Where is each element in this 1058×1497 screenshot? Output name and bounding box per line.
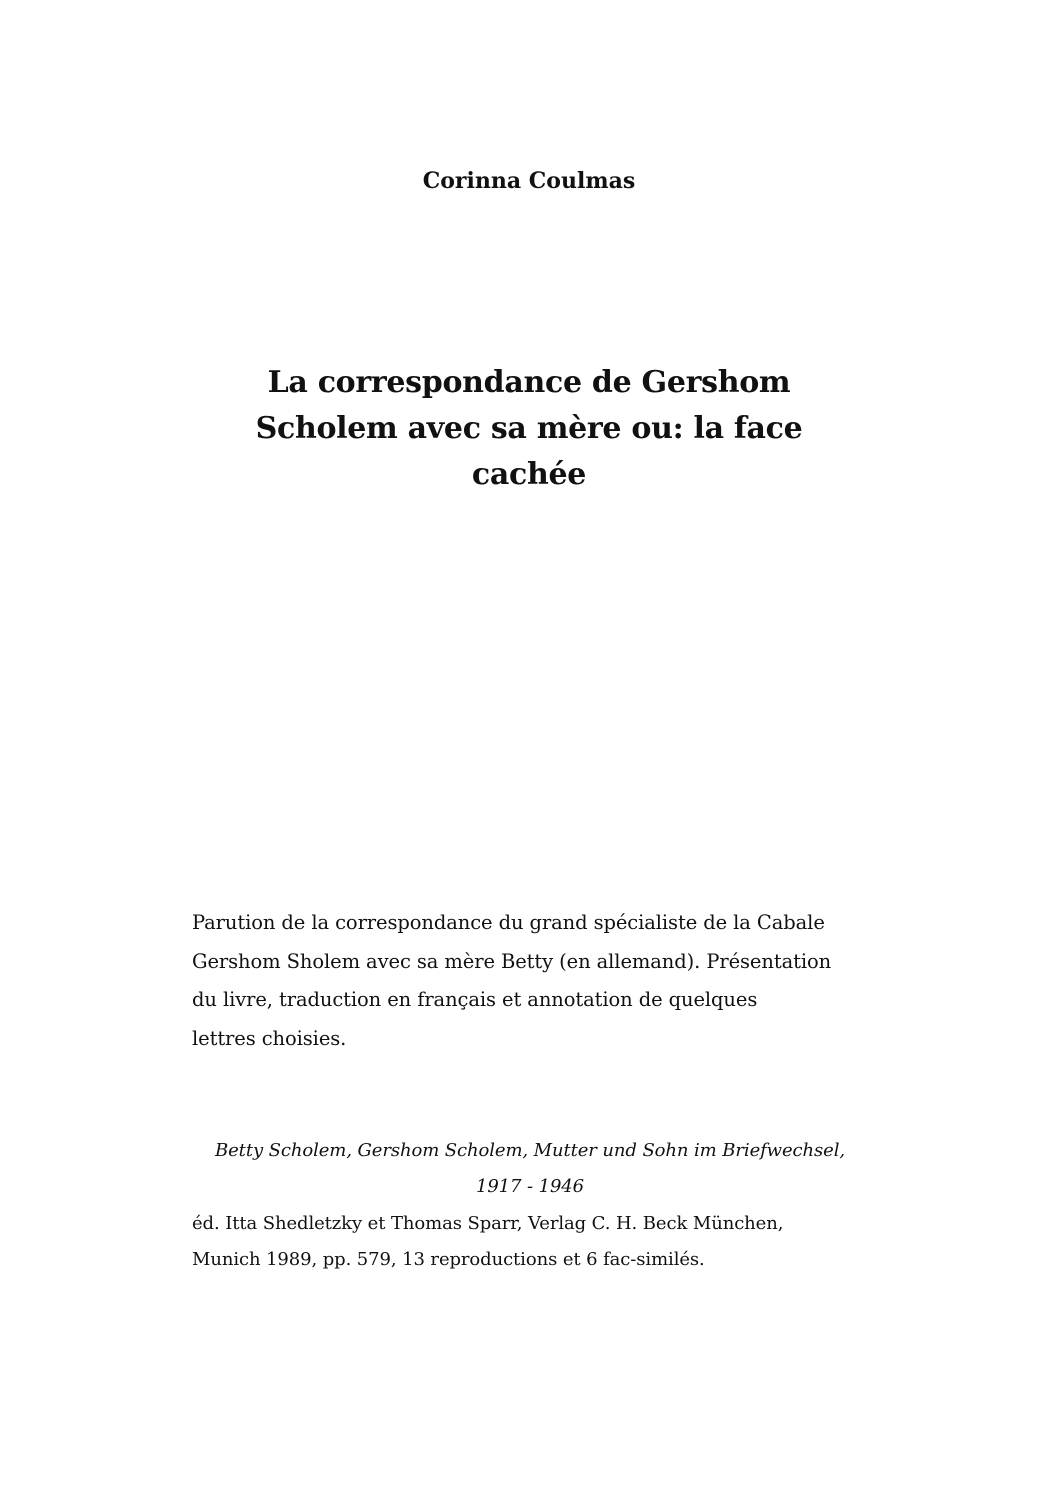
reference-details bbox=[192, 1206, 882, 1278]
document-title bbox=[180, 360, 878, 498]
abstract-line: Gershom Sholem avec sa mère Betty (en allemand). Présentation bbox=[192, 949, 832, 973]
reference-detail-line: Munich 1989, pp. 579, 13 reproductions et 6 fac-similés. bbox=[192, 1249, 705, 1270]
reference-title-line: Betty Scholem, Gershom Scholem, Mutter und Sohn im Briefwechsel, bbox=[215, 1140, 845, 1161]
reference-book-title bbox=[192, 1133, 868, 1205]
reference-title-line: 1917 - 1946 bbox=[475, 1176, 585, 1197]
abstract-line: lettres choisies. bbox=[192, 1026, 347, 1050]
abstract-line: du livre, traduction en français et annotation de quelques bbox=[192, 988, 758, 1011]
abstract-paragraph bbox=[192, 904, 882, 1058]
title-line: La correspondance de Gershom bbox=[267, 365, 791, 400]
abstract-line: Parution de la correspondance du grand spécialiste de la Cabale bbox=[192, 911, 825, 934]
reference-detail-line: éd. Itta Shedletzky et Thomas Sparr, Verlag C. H. Beck München, bbox=[192, 1213, 784, 1234]
author-name: Corinna Coulmas bbox=[422, 168, 636, 194]
title-line: cachée bbox=[471, 457, 587, 492]
title-line: Scholem avec sa mère ou: la face bbox=[255, 411, 803, 446]
